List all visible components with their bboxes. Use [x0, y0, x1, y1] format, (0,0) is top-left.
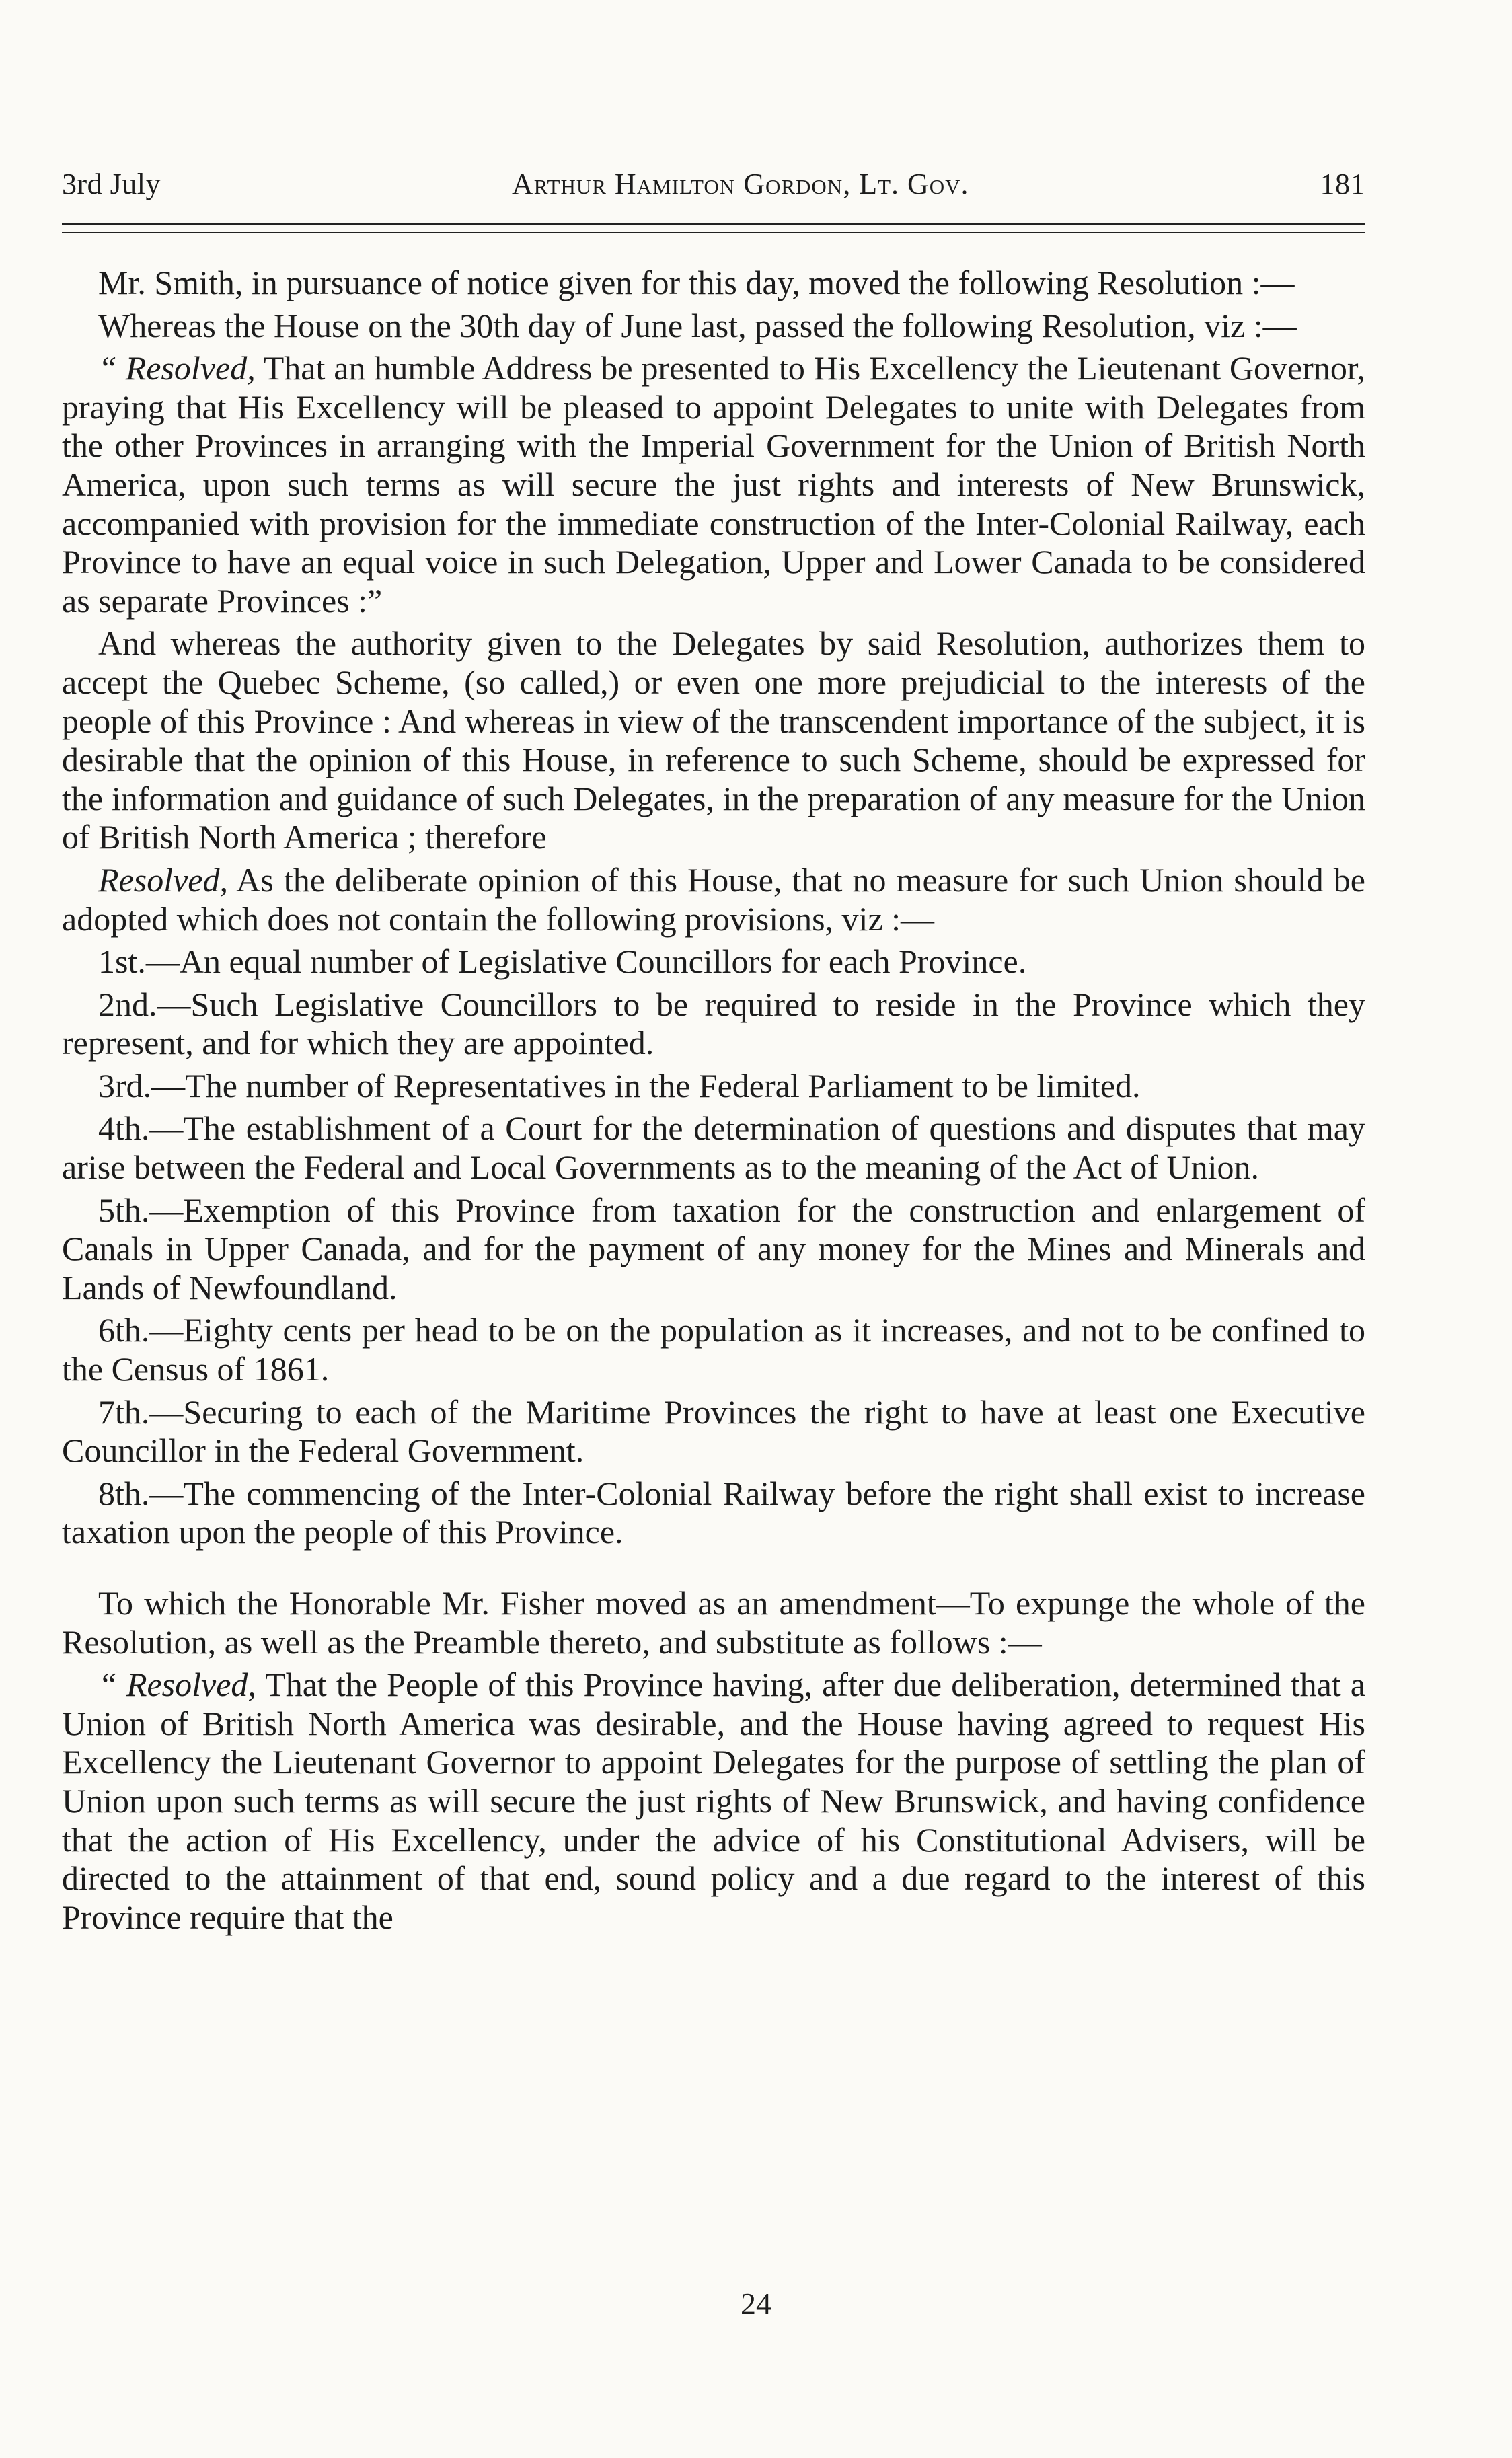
paragraph: 5th.—Exemption of this Province from taxation for the construction and enlargement of Canals in Upper Canada, and for the payment of any money for the Mines and Minerals and Lands of Newfoundland. — [62, 1191, 1365, 1306]
header-date: 3rd July — [62, 167, 161, 200]
signature-mark: 24 — [741, 2286, 771, 2321]
header-title: Arthur Hamilton Gordon, Lt. Gov. — [511, 167, 969, 200]
paragraph: Whereas the House on the 30th day of June last, passed the following Resolution, viz :— — [98, 306, 1297, 344]
paragraph: Resolved, As the deliberate opinion of this House, that no measure for such Union should be adopted which does not contain the following provisions, viz :— — [62, 860, 1365, 938]
body-text — [62, 264, 1365, 1941]
paragraph: 6th.—Eighty cents per head to be on the population as it increases, and not to be confined to the Census of 1861. — [62, 1311, 1365, 1388]
header-double-rule — [62, 223, 1365, 233]
paragraph: And whereas the authority given to the Delegates by said Resolution, authorizes them to accept the Quebec Scheme, (so called,) or even one more prejudicial to the interests of the people of this Province : And whereas in view of the transcendent importance of the subject, it is desirable that the opinion of this House, in reference to such Scheme, should be expressed for the information and guidance of such Delegates, in the preparation of any measure for the Union of British North America ; therefore — [62, 624, 1365, 856]
paragraph: Mr. Smith, in pursuance of notice given for this day, moved the following Resolution :— — [98, 264, 1295, 301]
running-header — [62, 167, 1365, 215]
paragraph: 3rd.—The number of Representatives in the Federal Parliament to be limited. — [98, 1066, 1141, 1105]
paragraph: “ Resolved, That the People of this Province having, after due deliberation, determined that a Union of British North America was desirable, and the House having agreed to request His Excellency the Lieutenant Governor to appoint Delegates for the purpose of settling the plan of Union upon such terms as will secure the just rights of New Brunswick, and having confidence that the action of His Excellency, under the advice of his Constitutional Advisers, will be directed to the attainment of that end, sound policy and a due regard to the interest of this Province require that the — [62, 1666, 1365, 1936]
paragraph: 4th.—The establishment of a Court for the determination of questions and disputes that may arise between the Federal and Local Governments as to the meaning of the Act of Union. — [62, 1109, 1365, 1187]
paragraph: “ Resolved, That an humble Address be presented to His Excellency the Lieutenant Governor, praying that His Excellency will be pleased to appoint Delegates to unite with Delegates from the other Provinces in arranging with the Imperial Government for the Union of British North America, upon such terms as will secure the just rights and interests of New Brunswick, accompanied with provision for the immediate construction of the Inter-Colonial Railway, each Province to have an equal voice in such Delegation, Upper and Lower Canada to be considered as separate Provinces :” — [62, 349, 1365, 620]
page-number: 181 — [1320, 167, 1365, 200]
paragraph: 7th.—Securing to each of the Maritime Provinces the right to have at least one Executive Councillor in the Federal Government. — [62, 1392, 1365, 1470]
paragraph: To which the Honorable Mr. Fisher moved as an amendment—To expunge the whole of the Resolution, as well as the Preamble thereto, and substitute as follows :— — [62, 1584, 1365, 1661]
paragraph: 1st.—An equal number of Legislative Councillors for each Province. — [98, 942, 1027, 981]
paragraph: 2nd.—Such Legislative Councillors to be required to reside in the Province which they represent, and for which they are appointed. — [62, 985, 1365, 1062]
paragraph: 8th.—The commencing of the Inter-Colonial Railway before the right shall exist to increase taxation upon the people of this Province. — [62, 1474, 1365, 1551]
